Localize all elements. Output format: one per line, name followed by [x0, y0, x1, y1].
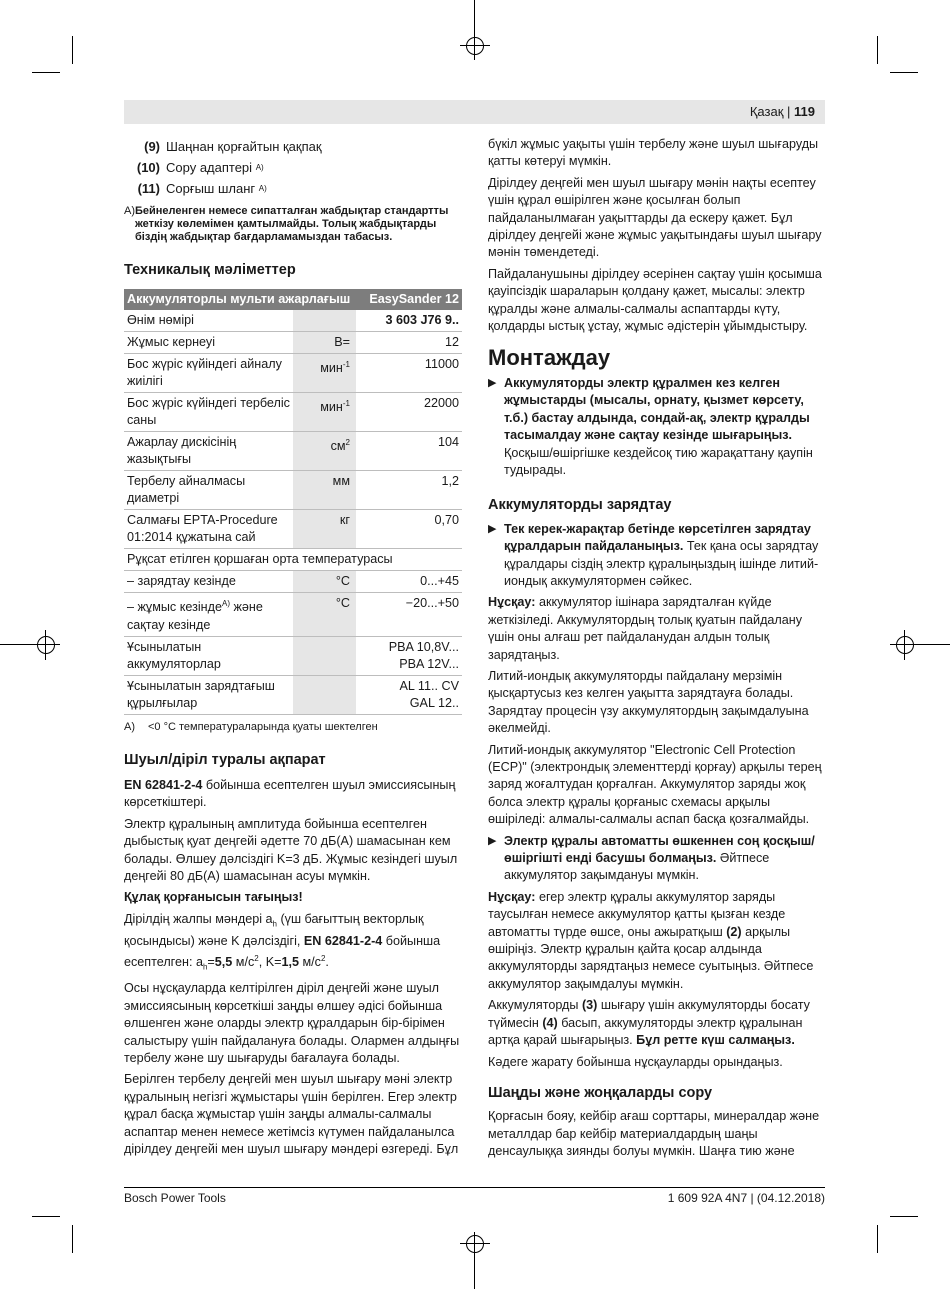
note-key: A) — [124, 720, 135, 733]
spec-unit: В= — [293, 332, 356, 354]
paragraph: Электр құралының амплитуда бойынша есептелген дыбыстық қуат деңгейі әдетте 70 дБ(A) шамасынан кем болады. Өлшеу дәлсіздігі K=3 дБ. Жұмыс кезіндегі шуыл деңгейі 80 дБ(A) шамасынан асуы мүмкін. — [124, 816, 458, 884]
registration-mark — [466, 1235, 484, 1253]
spec-row — [124, 354, 462, 393]
spec-value: 3 603 J76 9.. — [356, 310, 462, 332]
crop-mark — [890, 72, 918, 73]
paragraph: Берілген тербелу деңгейі мен шуыл шығару мәні электр құралының негізгі жұмыстары үшін берілген. Егер электр құрал басқа жұмыстар үшін заңды алмалы-салмалы аспаптар менен немесе жетімсіз күтумен пайдаланылса дірілдеу деңгейі мен шуыл шығару мәндері өзгереді. Бұл — [124, 1072, 459, 1156]
header-language: Қазақ — [749, 104, 784, 119]
spec-label: – зарядтау кезінде — [124, 571, 293, 593]
spec-row — [124, 593, 462, 636]
spec-value: 0,70 — [356, 510, 462, 549]
paragraph: Нұсқау: егер электр құралы аккумулятор заряды таусылған немесе аккумулятор қатты қызған кезде автоматты түрде өшсе, оны ажыратқыш (2) арқылы өшіріңіз. Электр құралын қайта қосар алдында аккумуляторды зарядтаңыз немесе суытыңыз. Әйтпесе аккумулятор зақымдалуы мүмкін. — [488, 889, 814, 991]
spec-label: Бос жүріс күйіндегі айналу жиілігі — [124, 354, 293, 393]
section-title-charging: Аккумуляторды зарядтау — [488, 497, 672, 514]
paragraph: Аккумуляторды (3) шығару үшін аккумуляторды босату түймесін (4) басып, аккумуляторды электр құралынан артқа қарай шығарыңыз. Бұл ретте күш салмаңыз. — [488, 998, 810, 1048]
legend-text: Сорғыш шланг — [166, 181, 256, 196]
spec-row — [124, 393, 462, 432]
legend-text: Сору адаптері — [166, 160, 253, 175]
spec-row — [124, 432, 462, 471]
paragraph: Литий-иондық аккумулятор "Electronic Cell Protection (ECP)" (электрондық элементтерді қорғау) арқылы терең заряд жоғалтудан қорғалған. Аккумулятор заряды жоқ болса электр құралы қорғаныс схемасы арқылы өшіріледі: алмалы-салмалы аспап басқа қозғалмайды. — [488, 742, 822, 827]
spec-header-product: Аккумуляторлы мульти ажарлағыш — [124, 289, 356, 310]
paragraph: Нұсқау: аккумулятор ішінара зарядталған күйде жеткізіледі. Аккумулятордың толық қуатын пайдалану үшін оны алғаш рет пайдаланудан алдын толық зарядтаңыз. — [488, 595, 803, 662]
spec-value: PBA 10,8V... PBA 12V... — [356, 636, 462, 675]
warning-bullet: ▶ Электр құралы автоматты өшкеннен соң қосқыш/өшіргішті енді басушы болмаңыз. Әйтпесе аккумулятор зақымдануы мүмкін. — [488, 833, 826, 889]
spec-value: 22000 — [356, 393, 462, 432]
warning-bullet: ▶ Аккумуляторды электр құралмен кез келген жұмыстарды (мысалы, орнату, қызмет көрсету, т.б.) бастау алдында, сондай-ақ, электр құралды тасымалдау және сақтау кезінде шығарыңыз. Қосқыш/өшіргішке кездейсоқ тию жарақаттану қаупін тудырады. — [488, 375, 826, 483]
legend-list — [124, 136, 462, 199]
legend-text: Шаңнан қорғайтын қақпақ — [166, 139, 322, 154]
spec-value: 104 — [356, 432, 462, 471]
paragraph: Пайдаланушыны дірілдеу әсерінен сақтау үшін қосымша қауіпсіздік шараларын қолдану қажет, мысалы: электр құралды және алмалы-салмалы аспаптарды күту, қолдарды ыстық ұстау, жұмыс әдістерін ұйымдыстыру. — [488, 266, 822, 334]
triangle-bullet-icon: ▶ — [488, 834, 497, 847]
paragraph: EN 62841-2-4 бойынша есептелген шуыл эмиссиясының көрсеткіштері. — [124, 778, 456, 810]
page-header — [124, 100, 825, 124]
legend-item — [124, 136, 462, 157]
note-text: Бейнеленген немесе сипатталған жабдықтар стандартты жеткізу көлемімен қамтылмайды. Толық жабдықтарды біздің жабдықтар бағдарламамыздан табасыз. — [135, 205, 449, 243]
spec-label: Тербелу айналмасы диаметрі — [124, 471, 293, 510]
spec-label: Ұсынылатын зарядтағыш құрылғылар — [124, 675, 293, 714]
legend-number: (11) — [137, 181, 160, 196]
spec-value: 1,2 — [356, 471, 462, 510]
triangle-bullet-icon: ▶ — [488, 376, 497, 389]
spec-label: Салмағы EPTA-Procedure 01:2014 құжатына сай — [124, 510, 293, 549]
spec-label: Ажарлау дискісінің жазықтығы — [124, 432, 293, 471]
legend-sup: A) — [255, 163, 264, 172]
footer-rule — [124, 1187, 825, 1188]
legend-item — [124, 157, 462, 178]
triangle-bullet-icon: ▶ — [488, 522, 497, 535]
spec-temp-title: Рұқсат етілген қоршаған орта температурасы — [124, 549, 462, 571]
spec-row — [124, 310, 462, 332]
spec-header-model: EasySander 12 — [356, 289, 462, 310]
spec-row — [124, 571, 462, 593]
left-column — [124, 136, 462, 1162]
spec-value: 11000 — [356, 354, 462, 393]
legend-item — [124, 178, 462, 199]
spec-unit: мин$^{-1}$ — [293, 354, 356, 393]
spec-row — [124, 332, 462, 354]
spec-label: Өнім нөмірі — [124, 310, 293, 332]
paragraph: Кәдеге жарату бойынша нұсқауларды орындаңыз. — [488, 1054, 783, 1069]
legend-number: (10) — [136, 160, 160, 175]
footer-brand: Bosch Power Tools — [124, 1191, 226, 1205]
crop-mark — [877, 36, 878, 64]
crop-mark — [32, 1216, 60, 1217]
crop-mark — [877, 1225, 878, 1253]
spec-row — [124, 675, 462, 714]
paragraph: Дірілдеу деңгейі мен шуыл шығару мәнін нақты есептеу үшін құрал өшірілген және қосылған болып пайдаланылмаған уақыттарды да ескеру қажет. Бұл дірілдеу деңгейі және жұмыс уақытындағы шуыл шығару мәнін төмендетеді. — [488, 175, 822, 260]
registration-mark — [37, 636, 55, 654]
crop-mark — [890, 1216, 918, 1217]
spec-value: 0...+45 — [356, 571, 462, 593]
footer-code: 1 609 92A 4N7 | (04.12.2018) — [667, 1191, 825, 1205]
crop-mark — [32, 72, 60, 73]
spec-value: −20...+50 — [356, 593, 462, 636]
paragraph: Осы нұсқауларда келтірілген діріл деңгейі және шуыл эмиссиясының көрсеткіші заңды өлшеу әдісі бойынша өлшенген және оларды электр құралдарын бір-бірімен салыстыру үшін пайдалануға болады. Олармен алдыңғы тербелу және шу шығаруды бағалауға болады. — [124, 981, 460, 1065]
spec-label: Жұмыс кернеуі — [124, 332, 293, 354]
spec-table-header — [124, 289, 462, 310]
spec-unit: мм — [293, 471, 356, 510]
spec-row — [124, 510, 462, 549]
spec-unit: $см^2$ — [293, 432, 356, 471]
spec-label: Ұсынылатын аккумуляторлар — [124, 636, 293, 675]
right-column — [488, 136, 826, 1165]
paragraph: бүкіл жұмыс уақыты үшін тербелу және шуыл шығаруды қатты көтеруі мүмкін. — [488, 137, 819, 169]
paragraph-bold: Құлақ қорғанысын тағыңыз! — [124, 890, 303, 905]
note-text: <0 °C температураларында қуаты шектелген — [148, 720, 378, 733]
legend-sup: A) — [258, 184, 267, 193]
section-title-montage: Монтаждау — [488, 345, 611, 371]
spec-row — [124, 471, 462, 510]
legend-number: (9) — [144, 139, 160, 154]
spec-unit: мин$^{-1}$ — [293, 393, 356, 432]
spec-value: 12 — [356, 332, 462, 354]
registration-mark — [466, 37, 484, 55]
spec-unit — [293, 636, 356, 675]
paragraph: Қорғасын бояу, кейбір ағаш сорттары, минералдар және металлдар бар кейбір материалдардың шаңы денсаулыққа зиянды болуы мүмкін. Шаңға тию және — [488, 1109, 820, 1159]
spec-note — [124, 721, 462, 734]
section-title-noise: Шуыл/діріл туралы ақпарат — [124, 751, 326, 768]
legend-note — [124, 205, 462, 244]
crop-mark — [72, 1225, 73, 1253]
registration-mark — [896, 636, 914, 654]
section-title-dust: Шаңды және жоңқаларды сору — [488, 1084, 713, 1101]
spec-unit: °C — [293, 571, 356, 593]
header-text: Қазақ | 119 — [749, 104, 815, 119]
spec-unit: °C — [293, 593, 356, 636]
spec-unit — [293, 675, 356, 714]
section-title-tech: Техникалық мәліметтер — [124, 262, 296, 278]
spec-unit — [293, 310, 356, 332]
spec-unit: кг — [293, 510, 356, 549]
spec-label: Бос жүріс күйіндегі тербеліс саны — [124, 393, 293, 432]
spec-label: – жұмыс кезінде$^{A)}$ және сақтау кезінде — [124, 593, 293, 636]
spec-row — [124, 549, 462, 571]
paragraph: Литий-иондық аккумуляторды пайдалану мерзімін қысқартусыз кез келген уақытта зарядтауға болады. Зарядтау процесін үзу аккумулятордың зақымдалуына әкелмейді. — [488, 668, 809, 736]
paragraph: Дірілдің жалпы мәндері $a_h$ (үш бағыттың векторлық қосындысы) және K дәлсіздігі, EN 62841-2-4 бойынша есептелген: $a_h=5,5$ $м/с^2$, K=1,5 $м/с^2$. — [124, 911, 441, 972]
spec-value: AL 11.. CV GAL 12.. — [356, 675, 462, 714]
spec-table — [124, 289, 462, 714]
warning-bullet: ▶ Тек керек-жарақтар бетінде көрсетілген зарядтау құралдарын пайдаланыңыз. Тек қана осы зарядтау құралдары сіздің электр құралыңыздың ішінде литий-иондық аккумулятормен сәйкес. — [488, 521, 826, 595]
crop-mark — [72, 36, 73, 64]
note-key: A) — [124, 205, 135, 217]
page-number: 119 — [794, 104, 815, 119]
spec-row — [124, 636, 462, 675]
